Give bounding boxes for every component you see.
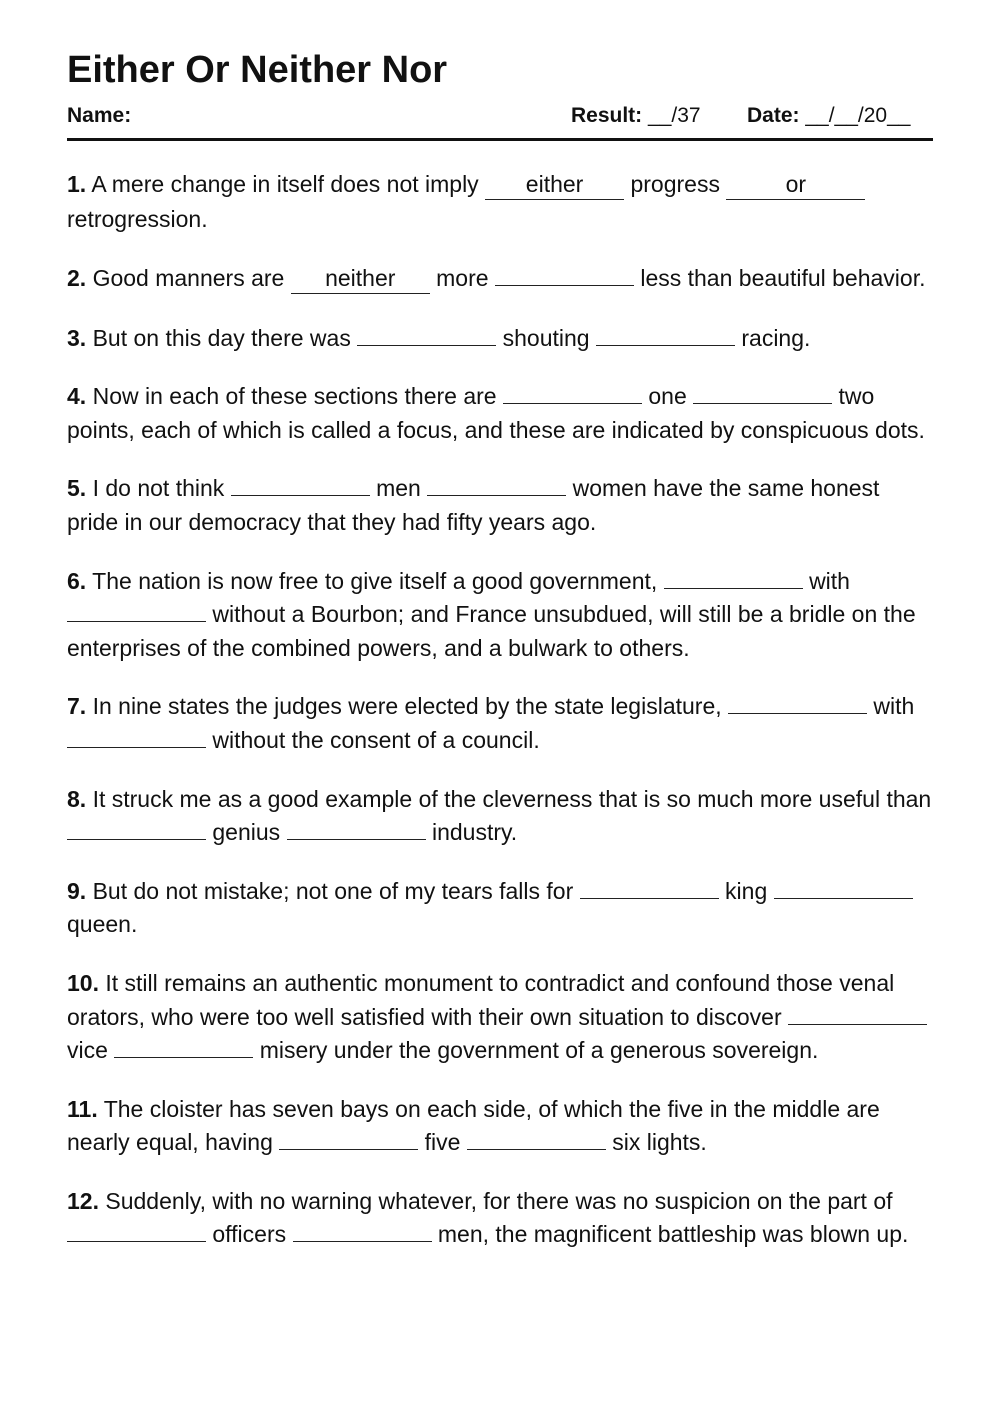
question-text: without the consent of a council.	[212, 726, 540, 753]
question-11	[67, 1093, 933, 1160]
question-text: progress	[630, 171, 720, 197]
question-text: It struck me as a good example of the cleverness that is so much more useful than	[92, 785, 932, 812]
question-number: 12.	[67, 1187, 99, 1214]
question-text: less than beautiful behavior.	[640, 264, 926, 291]
question-text: officers	[212, 1221, 287, 1248]
answer-blank[interactable]	[427, 469, 566, 496]
question-text: A mere change in itself does not imply	[91, 171, 479, 197]
question-number: 2.	[67, 264, 87, 291]
question-5	[67, 472, 933, 539]
answer-blank[interactable]	[67, 595, 206, 622]
answer-blank[interactable]	[67, 813, 206, 840]
result-label: Result:	[571, 104, 643, 127]
date-value: __/__/20__	[805, 104, 911, 127]
question-text: men	[376, 475, 421, 502]
question-list	[67, 168, 933, 1277]
question-2	[67, 262, 933, 297]
question-text: But do not mistake; not one of my tears falls for	[92, 877, 574, 904]
worksheet-title: Either Or Neither Nor	[67, 49, 448, 91]
question-text: more	[436, 264, 489, 291]
question-1	[67, 168, 933, 237]
question-text: with	[873, 693, 915, 720]
question-number: 10.	[67, 969, 99, 996]
answer-blank[interactable]: either	[485, 173, 624, 200]
question-text: retrogression.	[67, 206, 208, 232]
question-text: one	[648, 383, 687, 410]
question-9	[67, 875, 933, 942]
date-field	[747, 102, 910, 130]
question-3	[67, 322, 933, 356]
result-value: __/37	[648, 104, 701, 127]
question-12	[67, 1185, 933, 1252]
question-8	[67, 783, 933, 850]
question-text: men, the magnificent battleship was blown up.	[437, 1221, 909, 1248]
answer-blank[interactable]: neither	[291, 267, 430, 294]
question-6	[67, 565, 933, 666]
answer-blank[interactable]	[596, 319, 735, 346]
answer-blank[interactable]	[774, 872, 913, 899]
question-number: 7.	[67, 693, 87, 720]
question-number: 1.	[67, 171, 87, 197]
question-text: But on this day there was	[92, 324, 351, 351]
question-text: queen.	[67, 911, 138, 938]
question-text: women have the same honest pride in our democracy that they had fifty years ago.	[67, 475, 880, 535]
answer-blank[interactable]	[664, 562, 803, 589]
answer-blank[interactable]	[788, 998, 927, 1025]
question-text: five	[424, 1129, 461, 1156]
question-text: The cloister has seven bays on each side, of which the five in the middle are nearly equal, having	[67, 1095, 880, 1156]
question-number: 6.	[67, 567, 87, 594]
name-label: Name:	[67, 104, 132, 127]
question-number: 5.	[67, 475, 87, 502]
question-10	[67, 967, 933, 1068]
answer-blank[interactable]	[114, 1031, 253, 1058]
question-text: In nine states the judges were elected by the state legislature,	[92, 693, 722, 720]
question-text: two points, each of which is called a focus, and these are indicated by conspicuous dots.	[67, 383, 925, 443]
question-text: Now in each of these sections there are	[92, 383, 497, 410]
question-number: 11.	[67, 1095, 98, 1122]
answer-blank[interactable]	[67, 1215, 206, 1242]
answer-blank[interactable]	[287, 813, 426, 840]
answer-blank[interactable]: or	[726, 173, 865, 200]
question-4	[67, 380, 933, 447]
question-text: racing.	[741, 324, 811, 351]
worksheet-header	[67, 102, 933, 130]
question-text: The nation is now free to give itself a good government,	[92, 567, 658, 594]
question-text: genius	[212, 819, 281, 846]
answer-blank[interactable]	[231, 469, 370, 496]
question-7	[67, 690, 933, 757]
question-number: 4.	[67, 383, 87, 410]
question-text: Suddenly, with no warning whatever, for there was no suspicion on the part of	[105, 1187, 893, 1214]
answer-blank[interactable]	[279, 1123, 418, 1150]
question-text: Good manners are	[92, 264, 285, 291]
answer-blank[interactable]	[67, 721, 206, 748]
answer-blank[interactable]	[293, 1215, 432, 1242]
answer-blank[interactable]	[728, 687, 867, 714]
question-text: industry.	[431, 819, 518, 846]
question-text: I do not think	[92, 475, 225, 502]
question-number: 9.	[67, 877, 87, 904]
answer-blank[interactable]	[693, 377, 832, 404]
answer-blank[interactable]	[357, 319, 496, 346]
question-text: with	[809, 567, 850, 594]
question-text: without a Bourbon; and France unsubdued, will still be a bridle on the enterprises of the combined powers, and a bulwark to others.	[67, 601, 916, 661]
header-divider	[67, 138, 933, 141]
question-number: 8.	[67, 785, 87, 812]
question-text: king	[725, 877, 768, 904]
question-text: It still remains an authentic monument to contradict and confound those venal orators, who were too well satisfied with their own situation to discover	[67, 969, 895, 1030]
question-text: shouting	[502, 324, 590, 351]
question-number: 3.	[67, 324, 87, 351]
answer-blank[interactable]	[467, 1123, 606, 1150]
date-label: Date:	[747, 104, 800, 127]
answer-blank[interactable]	[503, 377, 642, 404]
answer-blank[interactable]	[495, 259, 634, 286]
result-field	[571, 102, 701, 130]
question-text: misery under the government of a generous sovereign.	[259, 1037, 819, 1064]
question-text: six lights.	[612, 1129, 707, 1156]
question-text: vice	[67, 1037, 108, 1064]
answer-blank[interactable]	[580, 872, 719, 899]
